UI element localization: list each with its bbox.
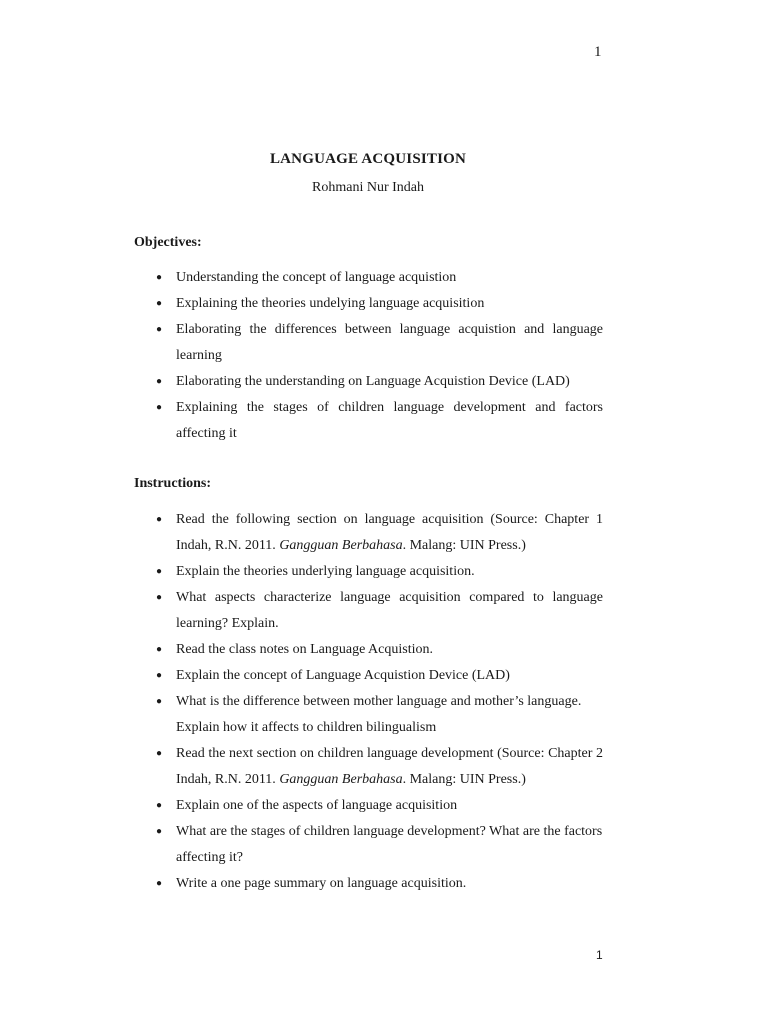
list-item: ● Elaborating the differences between language acquistion and language learning — [134, 317, 603, 369]
instructions-heading: Instructions: — [134, 476, 212, 491]
bullet-icon: ● — [156, 670, 163, 681]
bullet-icon: ● — [156, 800, 163, 811]
page-number-top: 1 — [594, 44, 602, 60]
list-item: ● Explain one of the aspects of language acquisition — [134, 793, 603, 819]
list-item: ● Read the class notes on Language Acquistion. — [134, 637, 603, 663]
list-item: ● Read the next section on children language development (Source: Chapter 2 Indah, R.N. 2011. Gangguan Berbahasa. Malang: UIN Press.) — [134, 741, 603, 793]
document-title: LANGUAGE ACQUISITION — [269, 151, 467, 167]
bullet-icon: ● — [156, 324, 163, 335]
list-item: ● What are the stages of children language development? What are the factors affecting it? — [134, 819, 603, 871]
bullet-icon: ● — [156, 376, 163, 387]
bullet-icon: ● — [156, 644, 163, 655]
bullet-icon: ● — [156, 514, 163, 525]
bullet-icon: ● — [156, 748, 163, 759]
bullet-icon: ● — [156, 566, 163, 577]
bullet-icon: ● — [156, 592, 163, 603]
list-item: ● Understanding the concept of language acquistion — [134, 265, 603, 291]
bullet-icon: ● — [156, 878, 163, 889]
list-item: ● Read the following section on language acquisition (Source: Chapter 1 Indah, R.N. 2011. Gangguan Berbahasa. Malang: UIN Press.) — [134, 507, 603, 559]
list-item: ● What aspects characterize language acquisition compared to language learning? Explain. — [134, 585, 603, 637]
bullet-icon: ● — [156, 696, 163, 707]
instructions-list — [134, 507, 603, 897]
objectives-list — [134, 265, 603, 447]
page-number-bottom: 1 — [596, 948, 603, 962]
bullet-icon: ● — [156, 402, 163, 413]
list-item: ● Elaborating the understanding on Language Acquistion Device (LAD) — [134, 369, 603, 395]
list-item: ● Explaining the theories undelying language acquisition — [134, 291, 603, 317]
objectives-heading: Objectives: — [134, 235, 202, 250]
document-author: Rohmani Nur Indah — [312, 180, 424, 195]
list-item: ● What is the difference between mother language and mother’s language. Explain how it affects to children bilingualism — [134, 689, 603, 741]
list-item: ● Explaining the stages of children language development and factors affecting it — [134, 395, 603, 447]
list-item: ● Explain the theories underlying language acquisition. — [134, 559, 603, 585]
bullet-icon: ● — [156, 298, 163, 309]
bullet-icon: ● — [156, 826, 163, 837]
bullet-icon: ● — [156, 272, 163, 283]
list-item: ● Explain the concept of Language Acquistion Device (LAD) — [134, 663, 603, 689]
list-item: ● Write a one page summary on language acquisition. — [134, 871, 603, 897]
